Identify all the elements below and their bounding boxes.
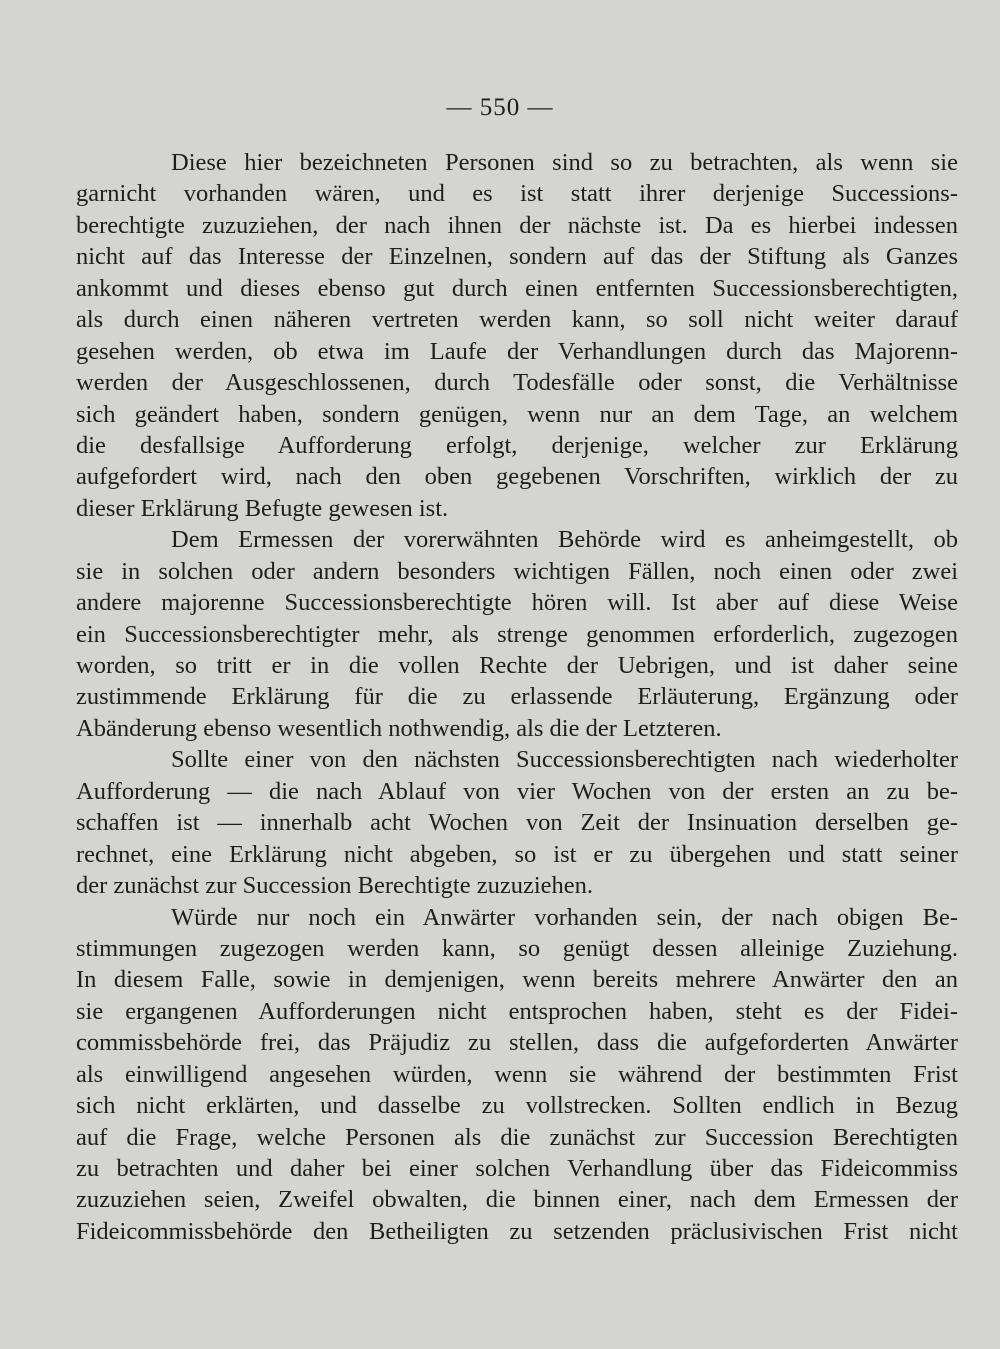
text-line: rechnet, eine Erklärung nicht abgeben, so ist er zu übergehen und statt seiner — [76, 840, 958, 868]
text-line: aufgefordert wird, nach den oben gegebenen Vorschriften, wirklich der zu — [76, 463, 958, 491]
page-number: — 550 — — [446, 94, 554, 121]
text-line: gesehen werden, ob etwa im Laufe der Verhandlungen durch das Majorenn- — [76, 337, 958, 365]
text-line: berechtigte zuzuziehen, der nach ihnen der nächste ist. Da es hierbei indessen — [76, 211, 958, 239]
text-line: stimmungen zugezogen werden kann, so genügt dessen alleinige Zuziehung. — [76, 934, 958, 962]
text-line: der zunächst zur Succession Berechtigte zuzuziehen. — [76, 872, 594, 900]
text-line: ankommt und dieses ebenso gut durch einen entfernten Successionsberechtigten, — [76, 274, 958, 302]
text-line: schaffen ist — innerhalb acht Wochen von Zeit der Insinuation derselben ge- — [76, 809, 958, 837]
text-line: In diesem Falle, sowie in demjenigen, wenn bereits mehrere Anwärter den an — [76, 966, 958, 994]
text-line: garnicht vorhanden wären, und es ist statt ihrer derjenige Successions- — [76, 180, 958, 208]
text-line: sie in solchen oder andern besonders wichtigen Fällen, noch einen oder zwei — [76, 557, 958, 585]
text-line: nicht auf das Interesse der Einzelnen, sondern auf das der Stiftung als Ganzes — [76, 243, 958, 271]
text-line: zustimmende Erklärung für die zu erlassende Erläuterung, Ergänzung oder — [76, 683, 958, 711]
text-line: werden der Ausgeschlossenen, durch Todesfälle oder sonst, die Verhältnisse — [76, 369, 958, 397]
text-line: zuzuziehen seien, Zweifel obwalten, die binnen einer, nach dem Ermessen der — [76, 1186, 958, 1214]
text-line: Fideicommissbehörde den Betheiligten zu setzenden präclusivischen Frist nicht — [76, 1217, 958, 1245]
text-line: sich nicht erklärten, und dasselbe zu vollstrecken. Sollten endlich in Bezug — [76, 1092, 958, 1120]
text-line: Würde nur noch ein Anwärter vorhanden sein, der nach obigen Be- — [171, 903, 958, 931]
text-line: Diese hier bezeichneten Personen sind so zu betrachten, als wenn sie — [171, 149, 958, 176]
text-line: zu betrachten und daher bei einer solchen Verhandlung über das Fideicommiss — [76, 1155, 958, 1182]
text-line: dieser Erklärung Befugte gewesen ist. — [76, 494, 449, 522]
text-line: ein Successionsberechtigter mehr, als strenge genommen erforderlich, zugezogen — [76, 620, 958, 648]
text-line: Aufforderung — die nach Ablauf von vier Wochen von der ersten an zu be- — [76, 777, 958, 805]
text-line: sich geändert haben, sondern genügen, wenn nur an dem Tage, an welchem — [76, 400, 958, 428]
text-line: als durch einen näheren vertreten werden kann, so soll nicht weiter darauf — [76, 306, 958, 334]
text-line: andere majorenne Successionsberechtigte hören will. Ist aber auf diese Weise — [76, 589, 958, 617]
text-line: auf die Frage, welche Personen als die zunächst zur Succession Berechtigten — [76, 1123, 958, 1151]
text-line: sie ergangenen Aufforderungen nicht entsprochen haben, steht es der Fidei- — [76, 997, 958, 1025]
text-line: die desfallsige Aufforderung erfolgt, derjenige, welcher zur Erklärung — [76, 431, 958, 459]
text-line: commissbehörde frei, das Präjudiz zu stellen, dass die aufgeforderten Anwärter — [76, 1029, 958, 1057]
text-line: Abänderung ebenso wesentlich nothwendig, als die der Letzteren. — [76, 714, 722, 742]
text-line: als einwilligend angesehen würden, wenn sie während der bestimmten Frist — [76, 1060, 958, 1088]
text-line: worden, so tritt er in die vollen Rechte der Uebrigen, und ist daher seine — [76, 652, 958, 679]
text-line: Sollte einer von den nächsten Successionsberechtigten nach wiederholter — [171, 746, 958, 774]
body-text — [76, 147, 958, 1247]
text-line: Dem Ermessen der vorerwähnten Behörde wird es anheimgestellt, ob — [171, 526, 958, 554]
